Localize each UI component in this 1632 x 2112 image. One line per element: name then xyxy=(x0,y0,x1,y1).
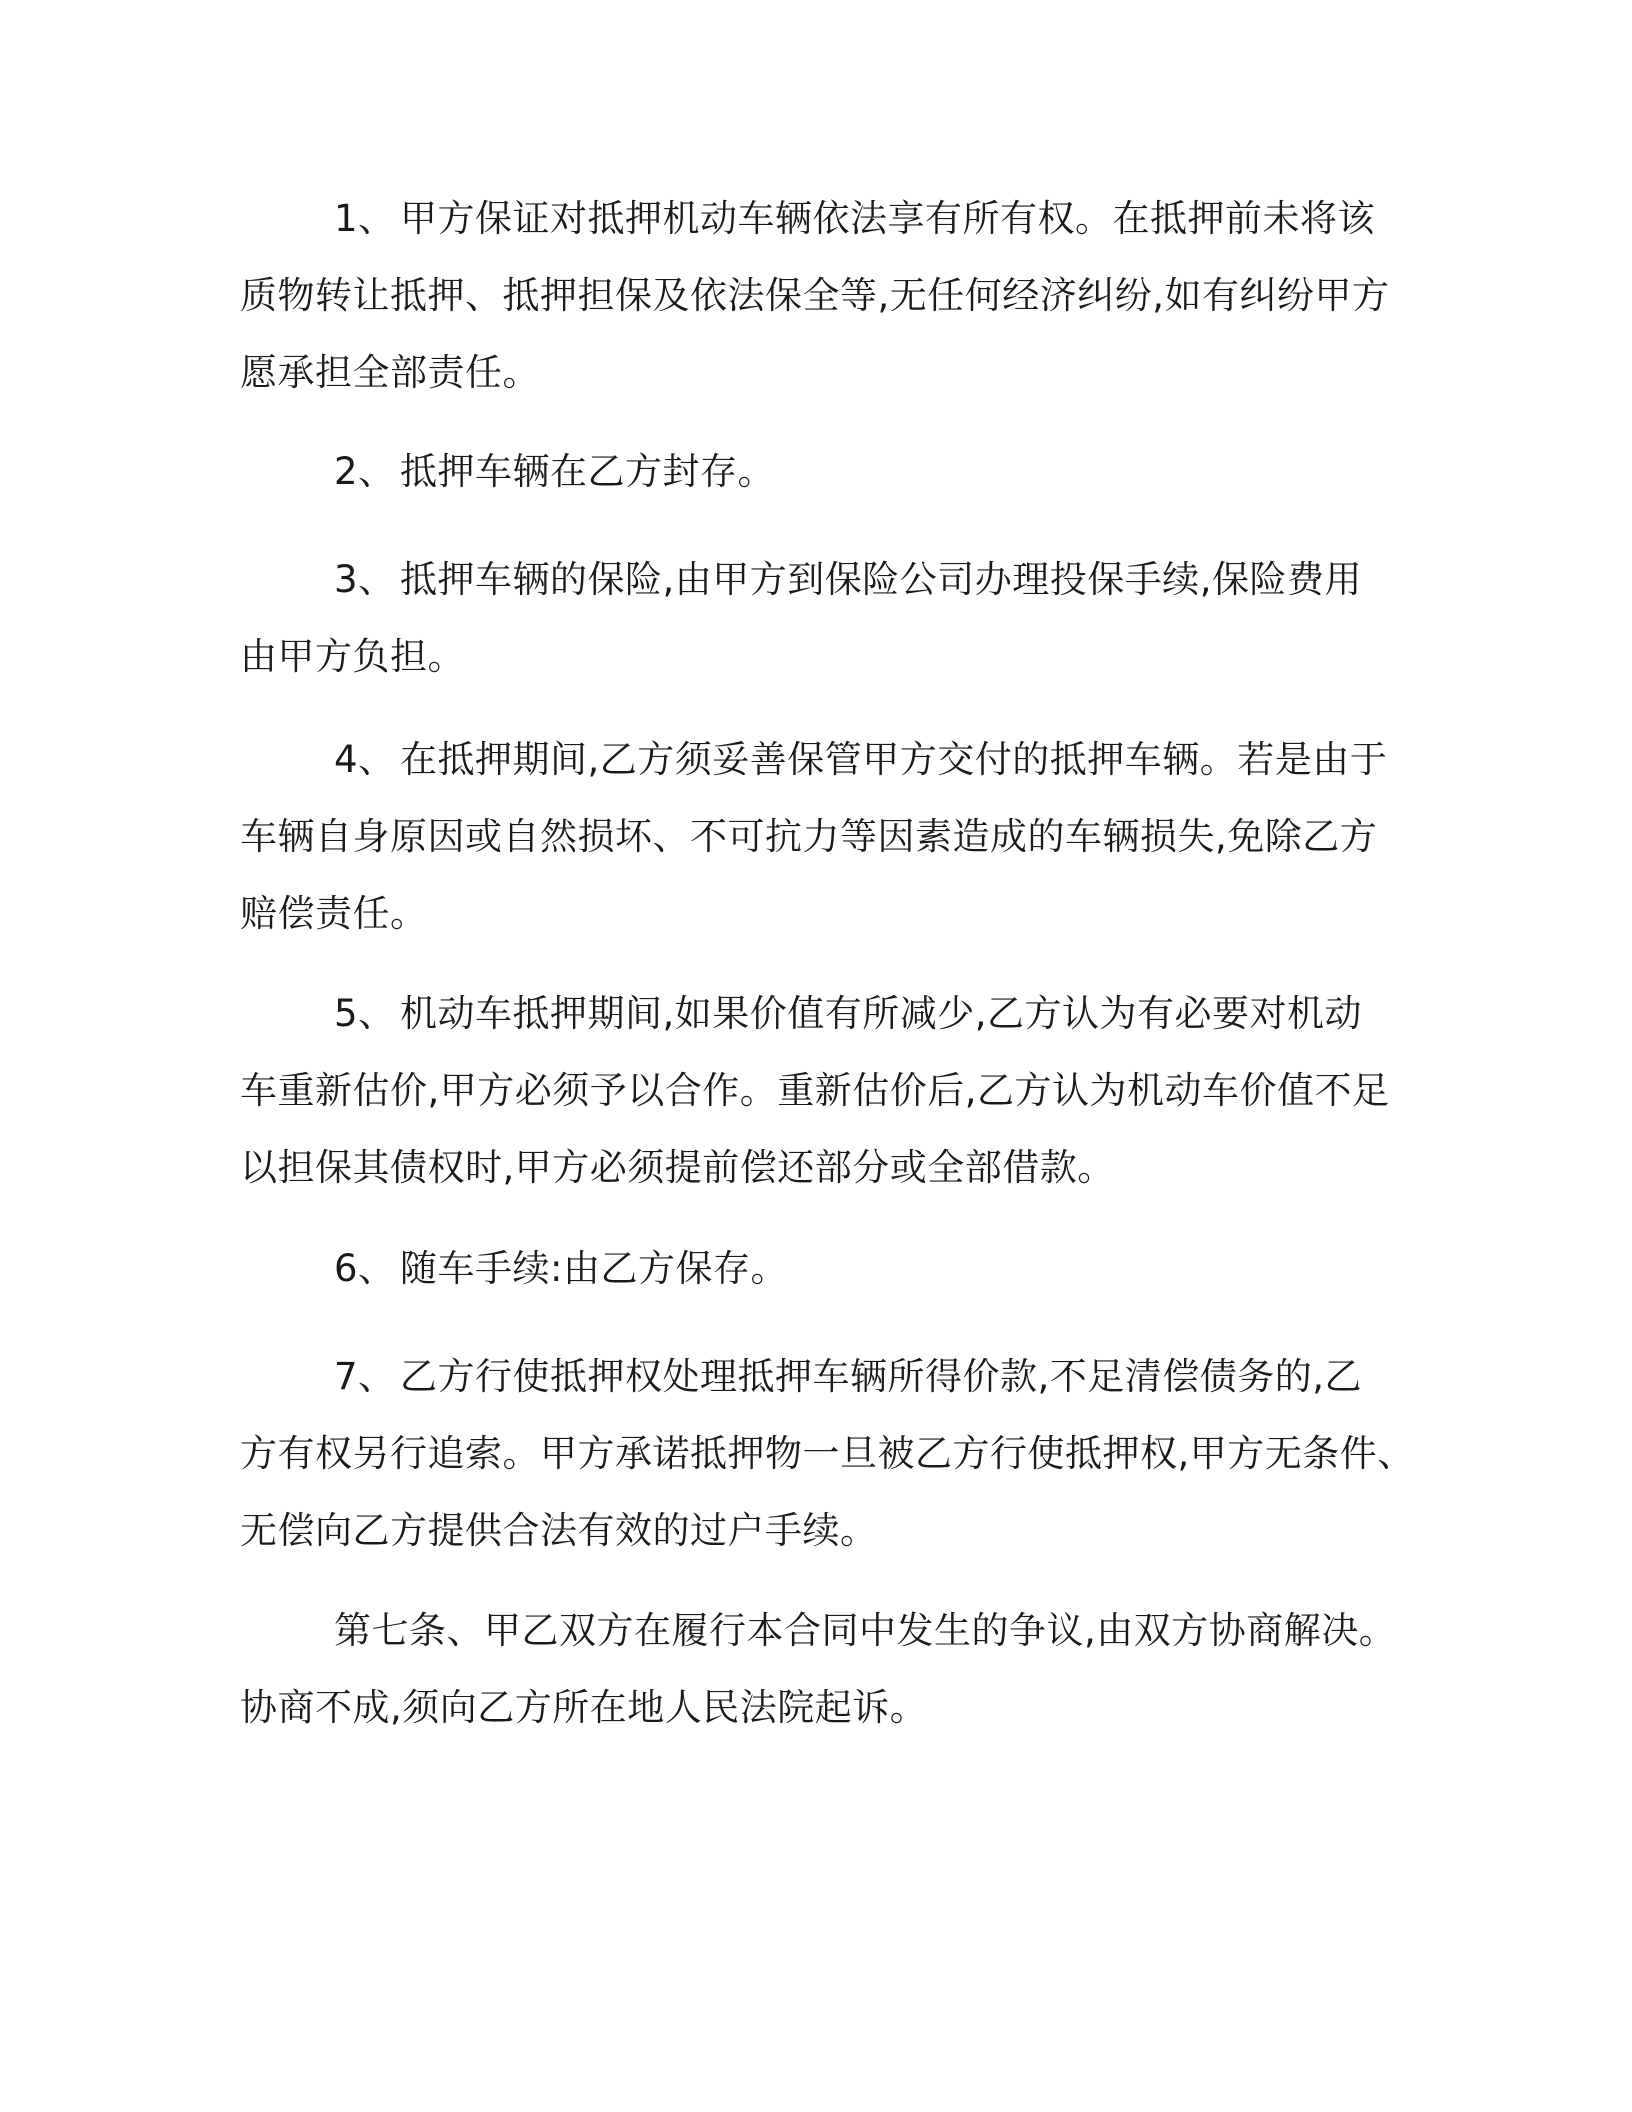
paragraph-line: 第七条、甲乙双方在履行本合同中发生的争议,由双方协商解决。 xyxy=(334,1609,1397,1652)
paragraph-article-7 xyxy=(240,1592,1397,1746)
paragraph-line: 车辆自身原因或自然损坏、不可抗力等因素造成的车辆损失,免除乙方 xyxy=(240,815,1378,858)
paragraph-5 xyxy=(240,975,1390,1206)
paragraph-number: 6、 xyxy=(334,1247,396,1290)
paragraph-line xyxy=(240,1338,1385,1415)
paragraph-2 xyxy=(240,433,1385,510)
paragraph-line xyxy=(240,721,1388,798)
paragraph-number: 7、 xyxy=(334,1355,396,1398)
paragraph-6 xyxy=(240,1230,1385,1307)
paragraph-text: 抵押车辆在乙方封存。 xyxy=(400,450,775,493)
paragraph-line: 以担保其债权时,甲方必须提前偿还部分或全部借款。 xyxy=(240,1146,1115,1189)
paragraph-line xyxy=(240,975,1385,1052)
paragraph-number: 2、 xyxy=(334,450,396,493)
paragraph-text: 乙方行使抵押权处理抵押车辆所得价款,不足清偿债务的,乙 xyxy=(400,1355,1363,1398)
paragraph-line xyxy=(240,180,1385,257)
paragraph-line: 车重新估价,甲方必须予以合作。重新估价后,乙方认为机动车价值不足 xyxy=(240,1069,1390,1112)
paragraph-line: 质物转让抵押、抵押担保及依法保全等,无任何经济纠纷,如有纠纷甲方 xyxy=(240,274,1390,317)
paragraph-number: 1、 xyxy=(334,197,396,240)
paragraph-3 xyxy=(240,541,1385,695)
paragraph-text: 随车手续:由乙方保存。 xyxy=(400,1247,788,1290)
paragraph-line: 方有权另行追索。甲方承诺抵押物一旦被乙方行使抵押权,甲方无条件、 xyxy=(240,1432,1415,1475)
paragraph-text: 抵押车辆的保险,由甲方到保险公司办理投保手续,保险费用 xyxy=(400,558,1363,601)
paragraph-number: 5、 xyxy=(334,992,396,1035)
paragraph-line xyxy=(240,541,1385,618)
paragraph-7 xyxy=(240,1338,1415,1569)
paragraph-4 xyxy=(240,721,1388,952)
paragraph-line: 赔偿责任。 xyxy=(240,892,428,935)
paragraph-line: 愿承担全部责任。 xyxy=(240,351,540,394)
paragraph-number: 3、 xyxy=(334,558,396,601)
paragraph-line: 协商不成,须向乙方所在地人民法院起诉。 xyxy=(240,1686,928,1729)
paragraph-line: 无偿向乙方提供合法有效的过户手续。 xyxy=(240,1509,878,1552)
paragraph-text: 机动车抵押期间,如果价值有所减少,乙方认为有必要对机动 xyxy=(400,992,1363,1035)
paragraph-text: 甲方保证对抵押机动车辆依法享有所有权。在抵押前未将该 xyxy=(400,197,1375,240)
paragraph-line xyxy=(240,433,1385,510)
paragraph-1 xyxy=(240,180,1390,411)
paragraph-line xyxy=(240,1230,1385,1307)
paragraph-line: 由甲方负担。 xyxy=(240,635,465,678)
paragraph-text: 在抵押期间,乙方须妥善保管甲方交付的抵押车辆。若是由于 xyxy=(400,738,1388,781)
paragraph-number: 4、 xyxy=(334,738,396,781)
